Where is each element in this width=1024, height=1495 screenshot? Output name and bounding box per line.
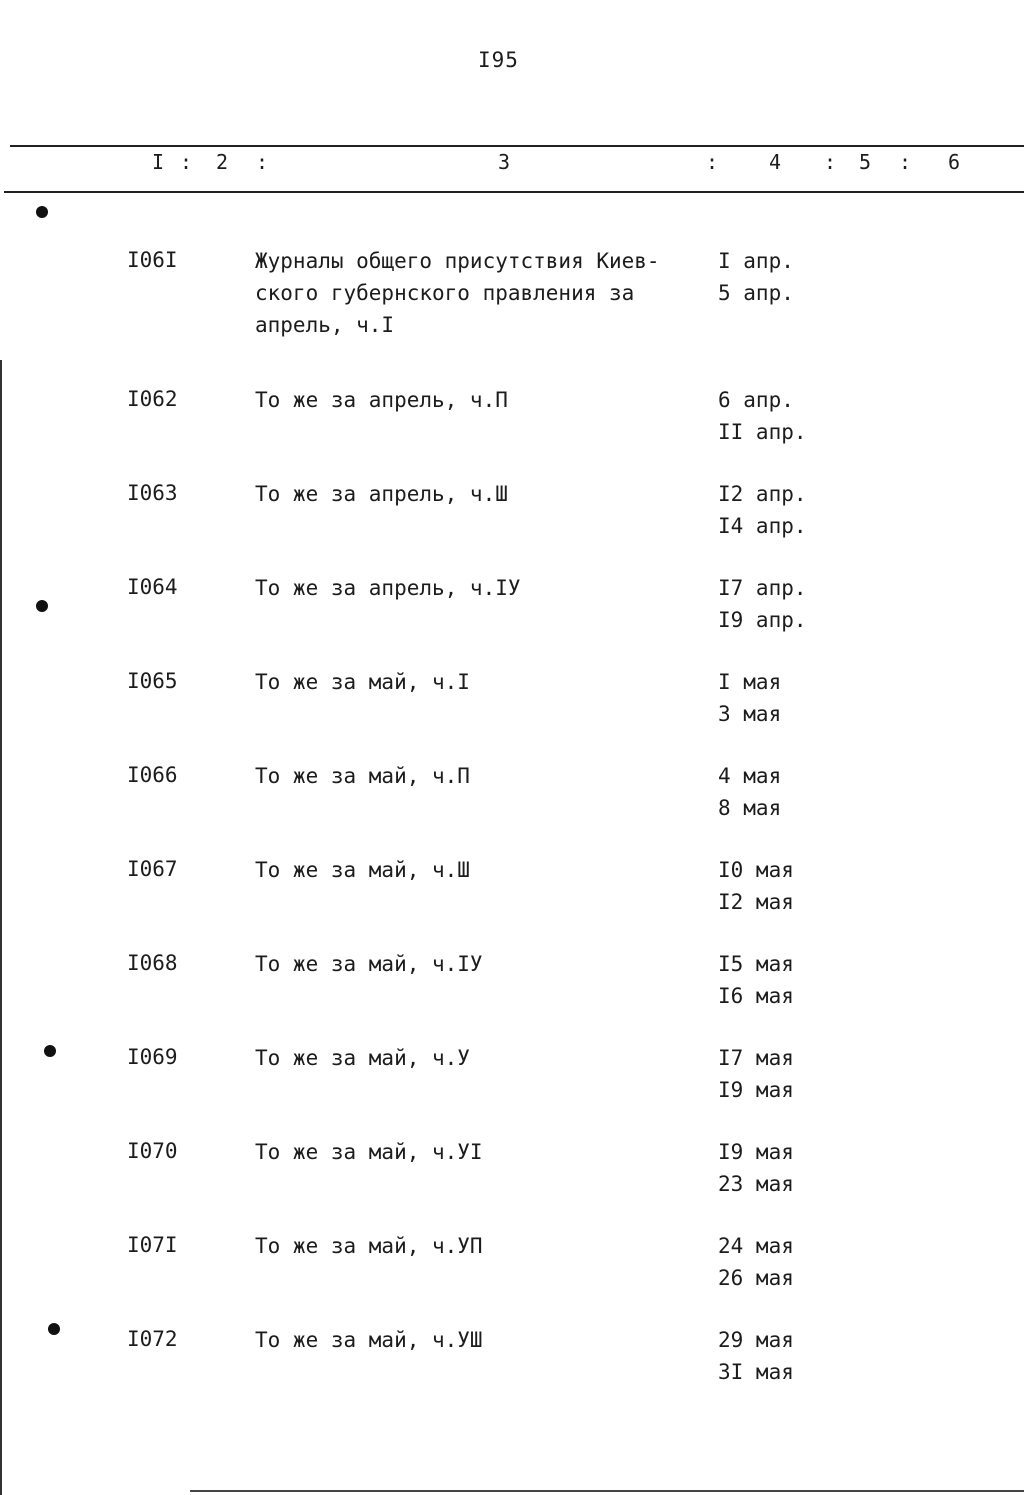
item-number: I062	[127, 387, 178, 411]
date-start: I2 апр.	[718, 482, 807, 506]
item-title: То же за май, ч.УП	[255, 1234, 483, 1258]
date-start: 29 мая	[718, 1328, 794, 1352]
item-number: I069	[127, 1045, 178, 1069]
item-title: То же за апрель, ч.П	[255, 388, 508, 412]
date-end: I4 апр.	[718, 514, 807, 538]
item-dates	[718, 854, 794, 918]
date-end: 3 мая	[718, 702, 782, 726]
item-dates	[718, 478, 807, 542]
header-col-2: 2	[216, 150, 229, 174]
item-number: I06I	[127, 248, 178, 272]
table-row	[0, 1230, 1024, 1324]
item-title: То же за май, ч.I	[255, 670, 470, 694]
item-dates	[718, 384, 807, 448]
item-number: I07I	[127, 1233, 178, 1257]
date-end: I2 мая	[718, 890, 794, 914]
item-title: То же за май, ч.У	[255, 1046, 470, 1070]
header-col-4: 4	[769, 150, 782, 174]
header-separator: :	[180, 150, 193, 174]
table-row	[0, 478, 1024, 572]
date-start: 4 мая	[718, 764, 782, 788]
table-row	[0, 666, 1024, 760]
date-end: II апр.	[718, 420, 807, 444]
date-end: I9 мая	[718, 1078, 794, 1102]
item-title: То же за май, ч.IУ	[255, 952, 483, 976]
date-start: I7 мая	[718, 1046, 794, 1070]
header-col-6: 6	[948, 150, 961, 174]
date-start: I7 апр.	[718, 576, 807, 600]
date-end: 8 мая	[718, 796, 782, 820]
item-number: I070	[127, 1139, 178, 1163]
item-title: То же за май, ч.П	[255, 764, 470, 788]
item-dates	[718, 1136, 794, 1200]
table-top-rule	[10, 145, 1024, 147]
page-number: I95	[478, 48, 519, 72]
item-number: I068	[127, 951, 178, 975]
inventory-table-body	[0, 245, 1024, 1418]
date-start: 24 мая	[718, 1234, 794, 1258]
item-title: То же за апрель, ч.Ш	[255, 482, 508, 506]
table-row	[0, 948, 1024, 1042]
table-row	[0, 760, 1024, 854]
item-dates	[718, 572, 807, 636]
item-number: I065	[127, 669, 178, 693]
item-dates	[718, 245, 794, 309]
item-dates	[718, 1042, 794, 1106]
date-end: I6 мая	[718, 984, 794, 1008]
table-header-rule	[4, 191, 1024, 193]
punch-hole-mark	[36, 206, 48, 218]
date-start: I0 мая	[718, 858, 794, 882]
item-title: Журналы общего присутствия Киев- ского губернского правления за апрель, ч.I	[255, 249, 660, 337]
date-end: 3I мая	[718, 1360, 794, 1384]
header-separator: :	[256, 150, 269, 174]
item-title: То же за апрель, ч.IУ	[255, 576, 521, 600]
item-dates	[718, 1230, 794, 1294]
item-number: I064	[127, 575, 178, 599]
date-start: I5 мая	[718, 952, 794, 976]
date-start: 6 апр.	[718, 388, 794, 412]
item-number: I072	[127, 1327, 178, 1351]
item-number: I066	[127, 763, 178, 787]
table-row	[0, 384, 1024, 478]
item-dates	[718, 948, 794, 1012]
table-row	[0, 1324, 1024, 1418]
header-col-3: 3	[498, 150, 511, 174]
item-title: То же за май, ч.УШ	[255, 1328, 483, 1352]
item-dates	[718, 1324, 794, 1388]
header-col-5: 5	[859, 150, 872, 174]
header-separator: :	[706, 150, 719, 174]
date-start: I мая	[718, 670, 782, 694]
item-title: То же за май, ч.Ш	[255, 858, 470, 882]
date-end: 26 мая	[718, 1266, 794, 1290]
header-separator: :	[899, 150, 912, 174]
date-start: I апр.	[718, 249, 794, 273]
table-row	[0, 245, 1024, 384]
date-end: 5 апр.	[718, 281, 794, 305]
item-number: I067	[127, 857, 178, 881]
item-dates	[718, 760, 781, 824]
date-start: I9 мая	[718, 1140, 794, 1164]
header-separator: :	[824, 150, 837, 174]
item-title: То же за май, ч.УI	[255, 1140, 483, 1164]
item-number: I063	[127, 481, 178, 505]
date-end: 23 мая	[718, 1172, 794, 1196]
item-dates	[718, 666, 781, 730]
date-end: I9 апр.	[718, 608, 807, 632]
header-col-1: I	[152, 150, 165, 174]
table-row	[0, 1136, 1024, 1230]
table-row	[0, 572, 1024, 666]
table-row	[0, 1042, 1024, 1136]
table-row	[0, 854, 1024, 948]
page-bottom-rule	[190, 1490, 1024, 1492]
